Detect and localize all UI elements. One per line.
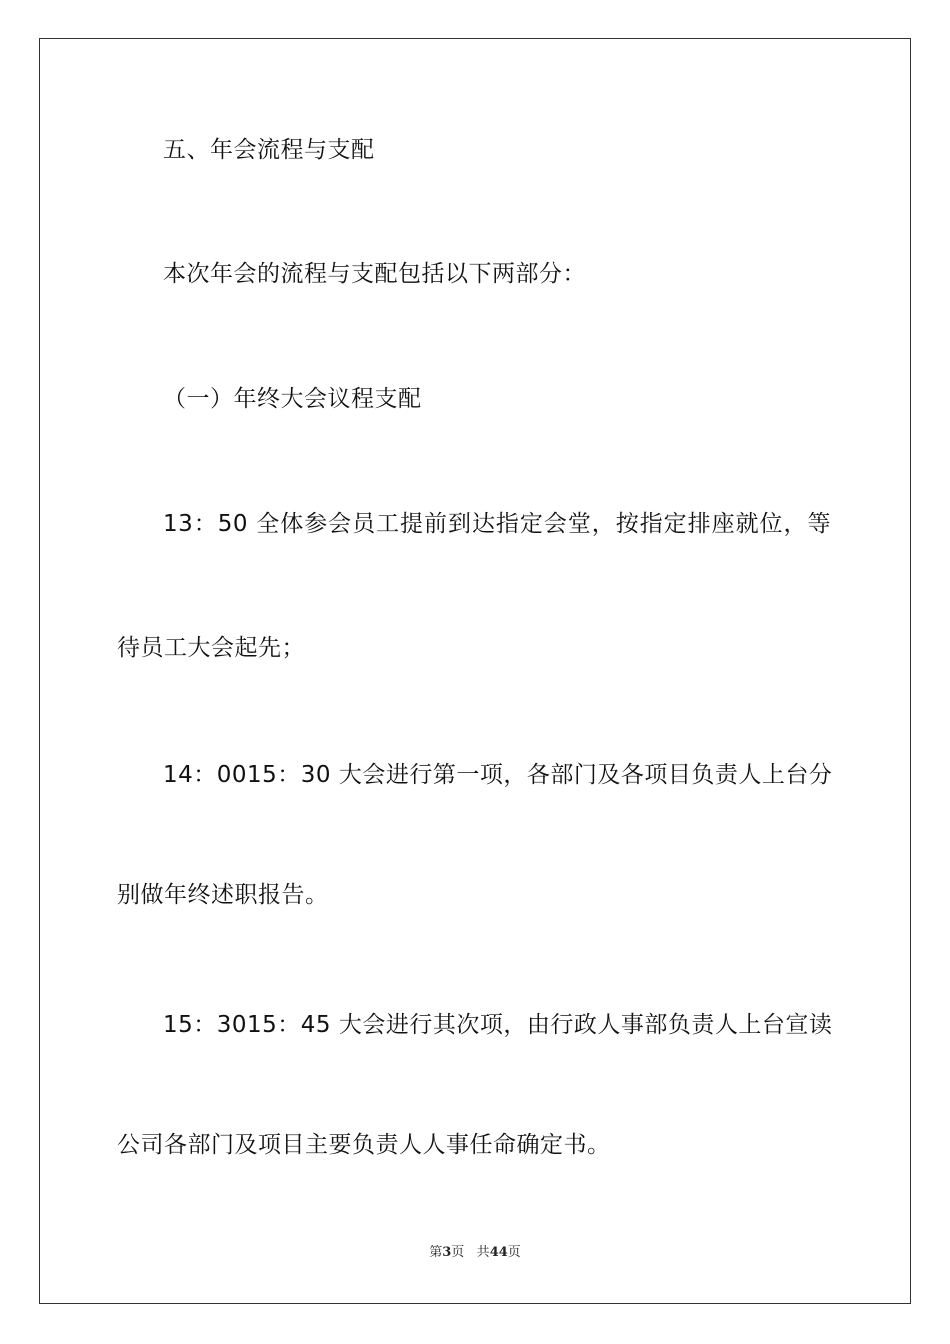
- footer-total-prefix: 共: [476, 1245, 490, 1260]
- page-border: [39, 38, 911, 1304]
- section-heading: 五、年会流程与支配: [163, 137, 375, 163]
- page-footer: [0, 1244, 950, 1262]
- schedule-item-3-line-1: 15：3015：45 大会进行其次项，由行政人事部负责人上台宣读: [163, 1012, 833, 1038]
- schedule-item-1-line-2: 待员工大会起先；: [117, 635, 305, 661]
- schedule-item-3-line-2: 公司各部门及项目主要负责人人事任命确定书。: [117, 1132, 611, 1158]
- total-pages: 44: [489, 1245, 508, 1260]
- intro-paragraph: 本次年会的流程与支配包括以下两部分：: [163, 261, 586, 287]
- schedule-item-2-line-1: 14：0015：30 大会进行第一项，各部门及各项目负责人上台分: [163, 762, 833, 788]
- subsection-heading: （一）年终大会议程支配: [163, 386, 422, 412]
- schedule-item-2-line-2: 别做年终述职报告。: [117, 882, 329, 908]
- footer-prefix: 第: [429, 1245, 443, 1260]
- schedule-item-1-line-1: 13：50 全体参会员工提前到达指定会堂，按指定排座就位，等: [163, 511, 831, 537]
- footer-total-unit: 页: [507, 1245, 521, 1260]
- footer-page-unit: 页: [451, 1245, 465, 1260]
- page-number: 3: [442, 1245, 452, 1260]
